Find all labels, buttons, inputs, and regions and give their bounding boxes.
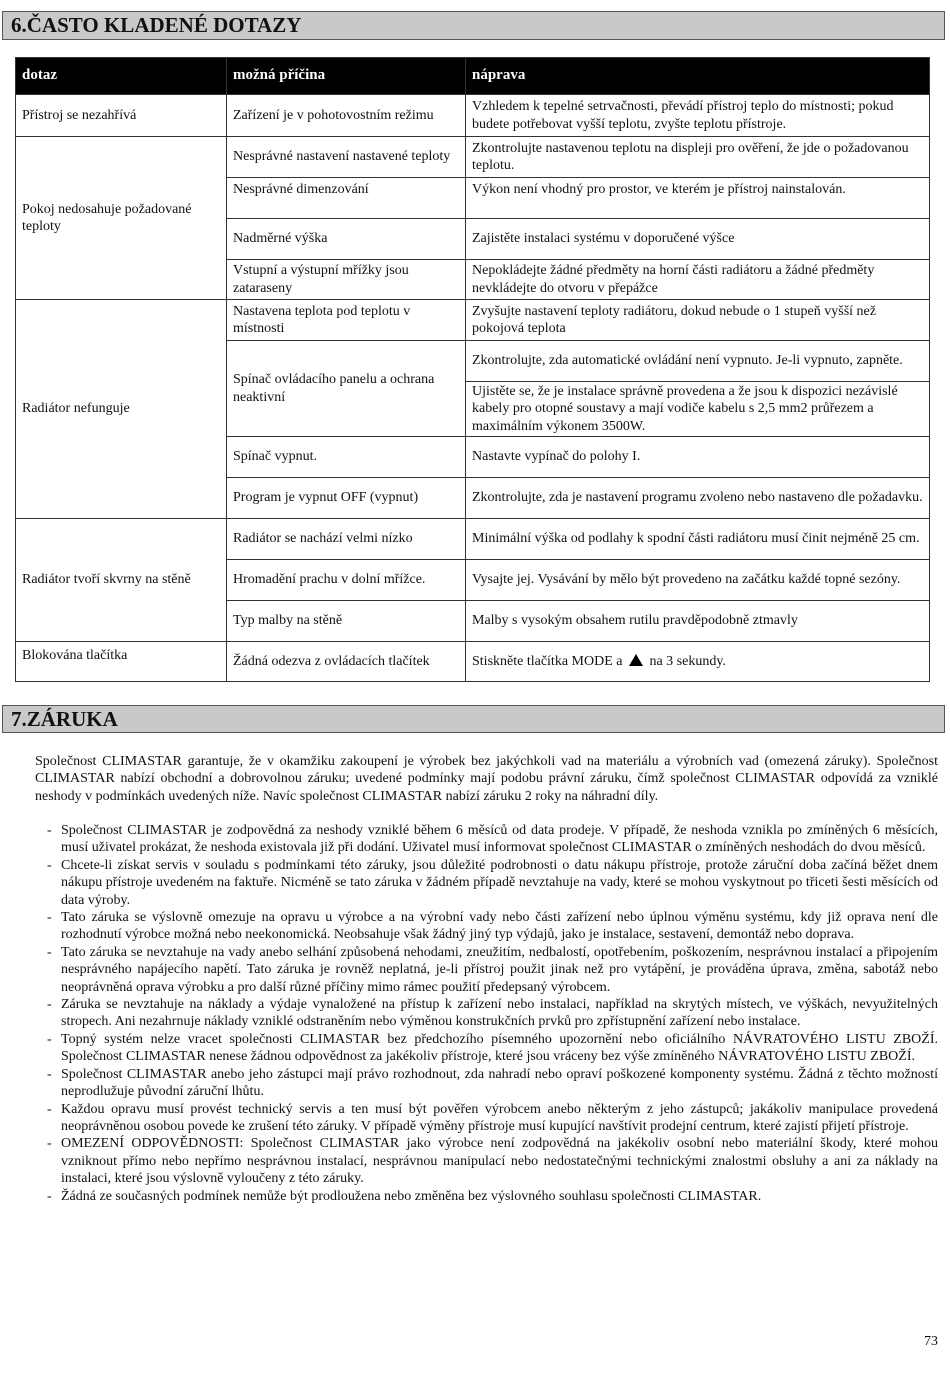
dash-bullet: -: [47, 1101, 52, 1117]
dash-bullet: -: [47, 857, 52, 873]
cause-cell: Nesprávné nastavení nastavené teploty: [227, 137, 466, 178]
header-remedy: náprava: [466, 58, 930, 95]
remedy-cell: Zvyšujte nastavení teploty radiátoru, dokud nebude o 1 stupeň vyšší než pokojová teplota: [466, 300, 930, 341]
cause-cell: Spínač vypnut.: [227, 437, 466, 478]
list-item-text: Chcete-li získat servis v souladu s podmínkami této záruky, jsou důležité podrobnosti o datu nákupu přístroje, protože záruční doba začíná běžet dnem nákupu přístroje uvedeném na faktuře. Nicméně se tato záruka v žádném případě nevztahuje na vady, které se mohou vyskytnout po třiceti šesti měsících od data výroby.: [61, 857, 938, 908]
question-cell: Pokoj nedosahuje požadované teploty: [16, 137, 227, 300]
remedy-cell: [466, 642, 930, 682]
list-item: [35, 857, 938, 909]
section-7-title: 7.ZÁRUKA: [2, 705, 945, 733]
list-item: [35, 1188, 938, 1205]
remedy-cell: Zkontrolujte, zda je nastavení programu zvoleno nebo nastaveno dle požadavku.: [466, 478, 930, 519]
cause-cell: Nastavena teplota pod teplotu v místnosti: [227, 300, 466, 341]
dash-bullet: -: [47, 1066, 52, 1082]
remedy-cell: Zkontrolujte, zda automatické ovládání není vypnuto. Je-li vypnuto, zapněte.: [466, 341, 930, 382]
list-item: [35, 822, 938, 857]
table-row: [16, 642, 930, 682]
cause-cell: Žádná odezva z ovládacích tlačítek: [227, 642, 466, 682]
list-item: [35, 1135, 938, 1187]
dash-bullet: -: [47, 944, 52, 960]
list-item: [35, 996, 938, 1031]
header-question: dotaz: [16, 58, 227, 95]
remedy-cell: Minimální výška od podlahy k spodní části radiátoru musí činit nejméně 25 cm.: [466, 519, 930, 560]
table-row: [16, 519, 930, 560]
cause-cell: Radiátor se nachází velmi nízko: [227, 519, 466, 560]
list-item-text: OMEZENÍ ODPOVĚDNOSTI: Společnost CLIMASTAR jako výrobce není zodpovědná na jakékoliv osobní nebo materiální škody, které mohou vzniknout přímo nebo nepřímo nesprávnou instalací, nesprávnou manipulací nebo nedostatečnými technickými znalostmi obsluhy a ani za náklady na instalaci, které jsou výslovně vyloučeny z této záruky.: [61, 1136, 938, 1187]
table-row: [16, 300, 930, 341]
remedy-cell: Zkontrolujte nastavenou teplotu na displeji pro ověření, že jde o požadovanou teplotu.: [466, 137, 930, 178]
cause-cell: Typ malby na stěně: [227, 601, 466, 642]
section-6-title: 6.ČASTO KLADENÉ DOTAZY: [2, 11, 945, 40]
question-cell: Přístroj se nezahřívá: [16, 95, 227, 137]
list-item-text: Topný systém nelze vracet společnosti CLIMASTAR bez předchozího písemného upozornění nebo oficiálního NÁVRATOVÉHO LISTU ZBOŽÍ. Společnost CLIMASTAR nenese žádnou odpovědnost za jakékoliv přístroje, které jsou vráceny bez výše zmíněného NÁVRATOVÉHO LISTU ZBOŽÍ.: [61, 1031, 938, 1065]
remedy-text-start: Stiskněte tlačítka MODE a: [472, 653, 623, 669]
remedy-cell: Výkon není vhodný pro prostor, ve kterém je přístroj nainstalován.: [466, 178, 930, 219]
list-item-text: Každou opravu musí provést technický servis a ten musí být pověřen výrobcem anebo některým z jeho zástupců; jakákoliv manipulace provedená neoprávněnou osobou povede ke zrušení této záruky. V případě výměny přístroje musí kupující navštívit prodejní centrum, které zajistí přijetí přístroje.: [61, 1101, 938, 1134]
list-item-text: Tato záruka se výslovně omezuje na opravu u výrobce a na výrobní vady nebo části zařízení nebo úplnou výměnu systému, kdy již oprava není dle rozhodnutí výrobce možná nebo neekonomická. Neobsahuje však žádný jiný typ výdajů, jako je instalace, sestavení, demontáž nebo doprava.: [61, 910, 938, 943]
table-row: [16, 95, 930, 137]
triangle-up-icon: [629, 654, 643, 666]
cause-cell: Zařízení je v pohotovostním režimu: [227, 95, 466, 137]
list-item-text: Společnost CLIMASTAR anebo jeho zástupci mají právo rozhodnout, zda nahradí nebo opraví poškozené komponenty systému. Žádná z těchto možností neprodlužuje původní záruční lhůtu.: [61, 1066, 938, 1100]
faq-table: [15, 57, 930, 682]
remedy-cell: Nepokládejte žádné předměty na horní části radiátoru a žádné předměty nevkládejte do otvoru v přepážce: [466, 260, 930, 300]
list-item: [35, 1066, 938, 1101]
cause-cell: Spínač ovládacího panelu a ochrana neaktivní: [227, 341, 466, 437]
faq-header-row: [16, 58, 930, 95]
list-item: [35, 909, 938, 944]
list-item-text: Společnost CLIMASTAR je zodpovědná za neshody vzniklé během 6 měsíců od data prodeje. V případě, že neshoda vznikla po zmíněných 6 měsících, musí uživatel prokázat, že neshoda existovala již při dodání. Uživatel musí informovat společnost CLIMASTAR o zmíněných neshodách do dvou měsíců.: [61, 823, 938, 856]
dash-bullet: -: [47, 823, 52, 838]
list-item: [35, 944, 938, 996]
dash-bullet: -: [47, 1136, 52, 1152]
list-item: [35, 1101, 938, 1136]
remedy-text-end: na 3 sekundy.: [649, 653, 726, 669]
list-item: [35, 1031, 938, 1066]
cause-cell: Vstupní a výstupní mřížky jsou zataraseny: [227, 260, 466, 300]
cause-cell: Program je vypnut OFF (vypnut): [227, 478, 466, 519]
list-item-text: Žádná ze současných podmínek nemůže být prodloužena nebo změněna bez výslovného souhlasu společnosti CLIMASTAR.: [61, 1188, 762, 1204]
header-cause: možná příčina: [227, 58, 466, 95]
cause-cell: Nesprávné dimenzování: [227, 178, 466, 219]
page-number: 73: [924, 1334, 938, 1349]
question-cell: Blokována tlačítka: [16, 642, 227, 682]
list-item-text: Záruka se nevztahuje na náklady a výdaje vynaložené na přístup k zařízení nebo instalaci, například na skrytých místech, ve výškách, nevyužitelných stropech. Ani nezahrnuje náklady vzniklé odstraněním nebo výměnou konstrukčních prvků pro zpřístupnění zařízení nebo instalace.: [61, 997, 938, 1030]
remedy-cell: Nastavte vypínač do polohy I.: [466, 437, 930, 478]
remedy-cell: Ujistěte se, že je instalace správně provedena a že jsou k dispozici nezávislé kabely pro otopné soustavy a mají vodiče kabelu s 2,5 mm2 průřezem a maximálním výkonem 3500W.: [466, 382, 930, 437]
question-cell: Radiátor nefunguje: [16, 300, 227, 519]
table-row: [16, 137, 930, 178]
warranty-intro: Společnost CLIMASTAR garantuje, že v okamžiku zakoupení je výrobek bez jakýchkoli vad na materiálu a výrobních vad (omezená záruky). Společnost CLIMASTAR nabízí obchodní a dobrovolnou záruku; uvedené podmínky mají podobu právní záruku, čímž společnost CLIMASTAR odpovídá za vzniklé neshody v podmínkách uvedených níže. Navíc společnost CLIMASTAR nabízí záruku 2 roky na náhradní díly.: [35, 754, 938, 804]
question-cell: Radiátor tvoří skvrny na stěně: [16, 519, 227, 642]
cause-cell: Hromadění prachu v dolní mřížce.: [227, 560, 466, 601]
dash-bullet: -: [47, 1031, 52, 1047]
list-item-text: Tato záruka se nevztahuje na vady anebo selhání způsobená nehodami, zneužitím, nedbalostí, opotřebením, poškozením, nesprávnou instalací a připojením nesprávného napájecího napětí. Tato záruka je rovněž neplatná, je-li přístroj použit jinak než pro vytápění, je prováděna úprava, změna, sabotáž nebo neoprávněná oprava výrobku a pro další různé příčiny mimo rámec použití předepsaný výrobcem.: [61, 944, 938, 995]
remedy-cell: Zajistěte instalaci systému v doporučené výšce: [466, 219, 930, 260]
remedy-cell: Vysajte jej. Vysávání by mělo být provedeno na začátku každé topné sezóny.: [466, 560, 930, 601]
warranty-list: [35, 822, 938, 1205]
dash-bullet: -: [47, 997, 52, 1013]
dash-bullet: -: [47, 910, 52, 926]
cause-cell: Nadměrné výška: [227, 219, 466, 260]
remedy-cell: Vzhledem k tepelné setrvačnosti, převádí přístroj teplo do místnosti; pokud budete potřebovat vyšší teplotu, zvyšte teplotu přístroje.: [466, 95, 930, 137]
remedy-cell: Malby s vysokým obsahem rutilu pravděpodobně ztmavly: [466, 601, 930, 642]
dash-bullet: -: [47, 1188, 52, 1204]
